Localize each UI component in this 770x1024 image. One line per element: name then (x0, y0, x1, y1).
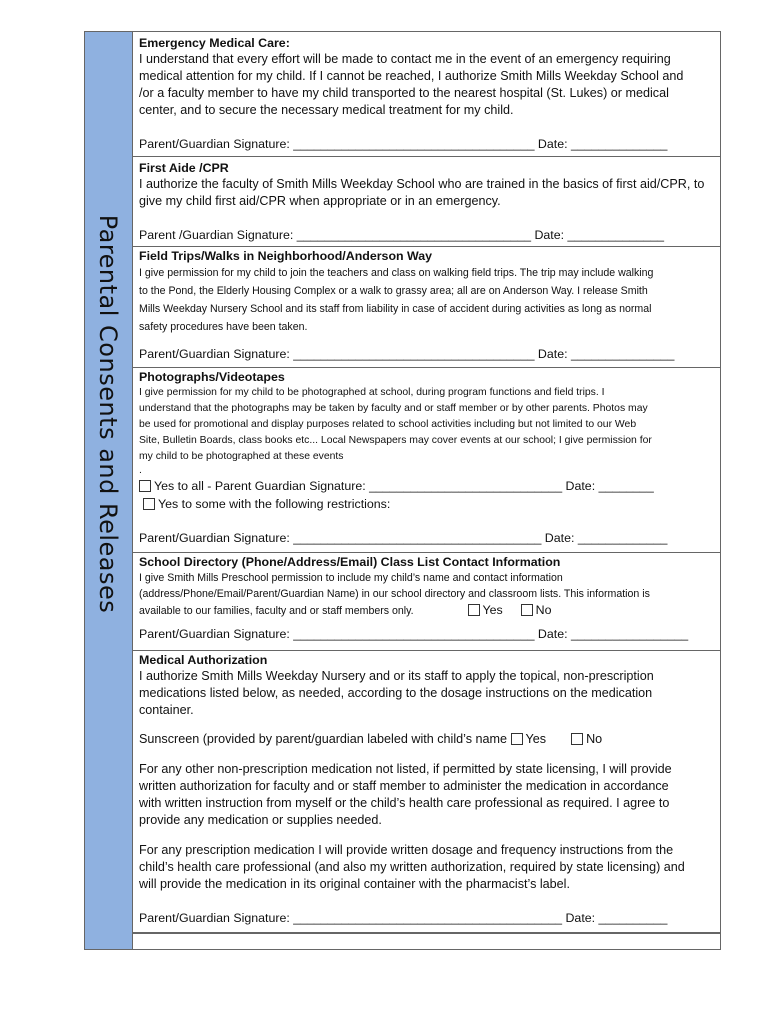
form-content (133, 32, 720, 949)
empty-footer-row (133, 933, 720, 950)
text-line: container. (139, 703, 194, 717)
sidebar (85, 32, 133, 949)
text-line: I understand that every effort will be made to contact me in the event of an emergency requiring (139, 52, 671, 66)
text-line: Site, Bulletin Boards, class books etc... Local Newspapers may cover events at our school; I give permission for (139, 435, 652, 446)
signature-line[interactable]: Parent/Guardian Signature: ___________________________________ Date: _______________ (139, 347, 675, 361)
yes-some-label: Yes to some with the following restrictions: (158, 497, 391, 511)
text-line (139, 602, 714, 620)
text-line: center, and to secure the necessary medical treatment for my child. (139, 103, 514, 117)
section-heading: Photographs/Videotapes (139, 370, 285, 384)
text-line: safety procedures have been taken. (139, 321, 308, 333)
sunscreen-yes-checkbox[interactable] (511, 733, 523, 745)
text-line: . (139, 465, 142, 476)
text-line: For any prescription medication I will provide written dosage and frequency instructions from the (139, 843, 674, 857)
directory-yes-label: Yes (482, 603, 503, 617)
text-line: my child to be photographed at these events (139, 451, 344, 462)
yes-all-row (139, 477, 714, 495)
text-line: to the Pond, the Elderly Housing Complex or a walk to grassy area; all are on Anderson Way. I release Smith (139, 285, 648, 297)
text-line: I give permission for my child to join the teachers and class on walking field trips. The trip may include walking (139, 267, 654, 279)
text-line: /or a faculty member to have my child transported to the nearest hospital (St. Lukes) or medical (139, 86, 669, 100)
section-heading: Emergency Medical Care: (139, 36, 290, 50)
text-line: I give Smith Mills Preschool permission to include my child’s name and contact information (139, 572, 563, 584)
section-directory (133, 553, 720, 651)
signature-line[interactable]: Parent/Guardian Signature: ____________________________________ Date: _____________ (139, 531, 668, 545)
yes-all-label: Yes to all - Parent Guardian Signature: ____________________________ Date: ________ (154, 479, 654, 493)
text-line: with written instruction from myself or the child’s health care professional as required. I agree to (139, 796, 670, 810)
yes-some-checkbox[interactable] (143, 498, 155, 510)
section-medical (133, 651, 720, 933)
text-line: I authorize the faculty of Smith Mills Weekday School who are trained in the basics of first aid/CPR, to (139, 177, 705, 191)
text-line: medications listed below, as needed, according to the dosage instructions on the medication (139, 686, 653, 700)
yes-all-checkbox[interactable] (139, 480, 151, 492)
text-line: will provide the medication in its original container with the pharmacist’s label. (139, 877, 570, 891)
text-line: I give permission for my child to be photographed at school, during program functions and field trips. I (139, 387, 605, 398)
text-line: child’s health care professional (and also my written authorization, required by state licensing) and (139, 860, 685, 874)
text-line: For any other non-prescription medication not listed, if permitted by state licensing, I will provide (139, 762, 672, 776)
sidebar-title: Parental Consents and Releases (93, 214, 122, 614)
directory-availability-text: available to our families, faculty and or staff members only. (139, 605, 414, 617)
text-line: written authorization for faculty and or staff member to administer the medication in accordance (139, 779, 669, 793)
sunscreen-row (139, 731, 714, 748)
signature-line[interactable]: Parent/Guardian Signature: _______________________________________ Date: __________ (139, 911, 668, 925)
section-emergency (133, 32, 720, 157)
signature-line[interactable]: Parent /Guardian Signature: __________________________________ Date: ______________ (139, 228, 665, 242)
section-heading: School Directory (Phone/Address/Email) Class List Contact Information (139, 555, 561, 569)
section-first-aid (133, 157, 720, 247)
text-line: be used for promotional and display purposes related to school activities including but not limited to our Web (139, 419, 637, 430)
directory-no-checkbox[interactable] (521, 604, 533, 616)
text-line: Mills Weekday Nursery School and its staff from liability in case of accident during activities as long as normal (139, 303, 652, 315)
section-photographs (133, 368, 720, 553)
text-line: understand that the photographs may be taken by faculty and or staff member or by other parents. Photos may (139, 403, 648, 414)
yes-some-row (139, 495, 714, 513)
sunscreen-label: Sunscreen (provided by parent/guardian labeled with child’s name (139, 732, 508, 746)
sunscreen-yes-label: Yes (525, 732, 547, 746)
signature-line[interactable]: Parent/Guardian Signature: ___________________________________ Date: ______________ (139, 137, 668, 151)
text-line: I authorize Smith Mills Weekday Nursery and or its staff to apply the topical, non-prescription (139, 669, 654, 683)
text-line: provide any medication or supplies needed. (139, 813, 382, 827)
directory-yes-checkbox[interactable] (468, 604, 480, 616)
section-heading: First Aide /CPR (139, 161, 229, 175)
section-field-trips (133, 247, 720, 368)
text-line: medical attention for my child. If I cannot be reached, I authorize Smith Mills Weekday School and (139, 69, 684, 83)
section-heading: Field Trips/Walks in Neighborhood/Anderson Way (139, 249, 433, 263)
signature-line[interactable]: Parent/Guardian Signature: ___________________________________ Date: _________________ (139, 627, 689, 641)
text-line: give my child first aid/CPR when appropriate or in an emergency. (139, 194, 501, 208)
section-heading: Medical Authorization (139, 653, 268, 667)
sunscreen-no-label: No (586, 732, 603, 746)
text-line: (address/Phone/Email/Parent/Guardian Name) in our school directory and classroom lists. This information is (139, 588, 650, 600)
directory-no-label: No (535, 603, 552, 617)
sunscreen-no-checkbox[interactable] (571, 733, 583, 745)
consent-form (84, 31, 721, 950)
